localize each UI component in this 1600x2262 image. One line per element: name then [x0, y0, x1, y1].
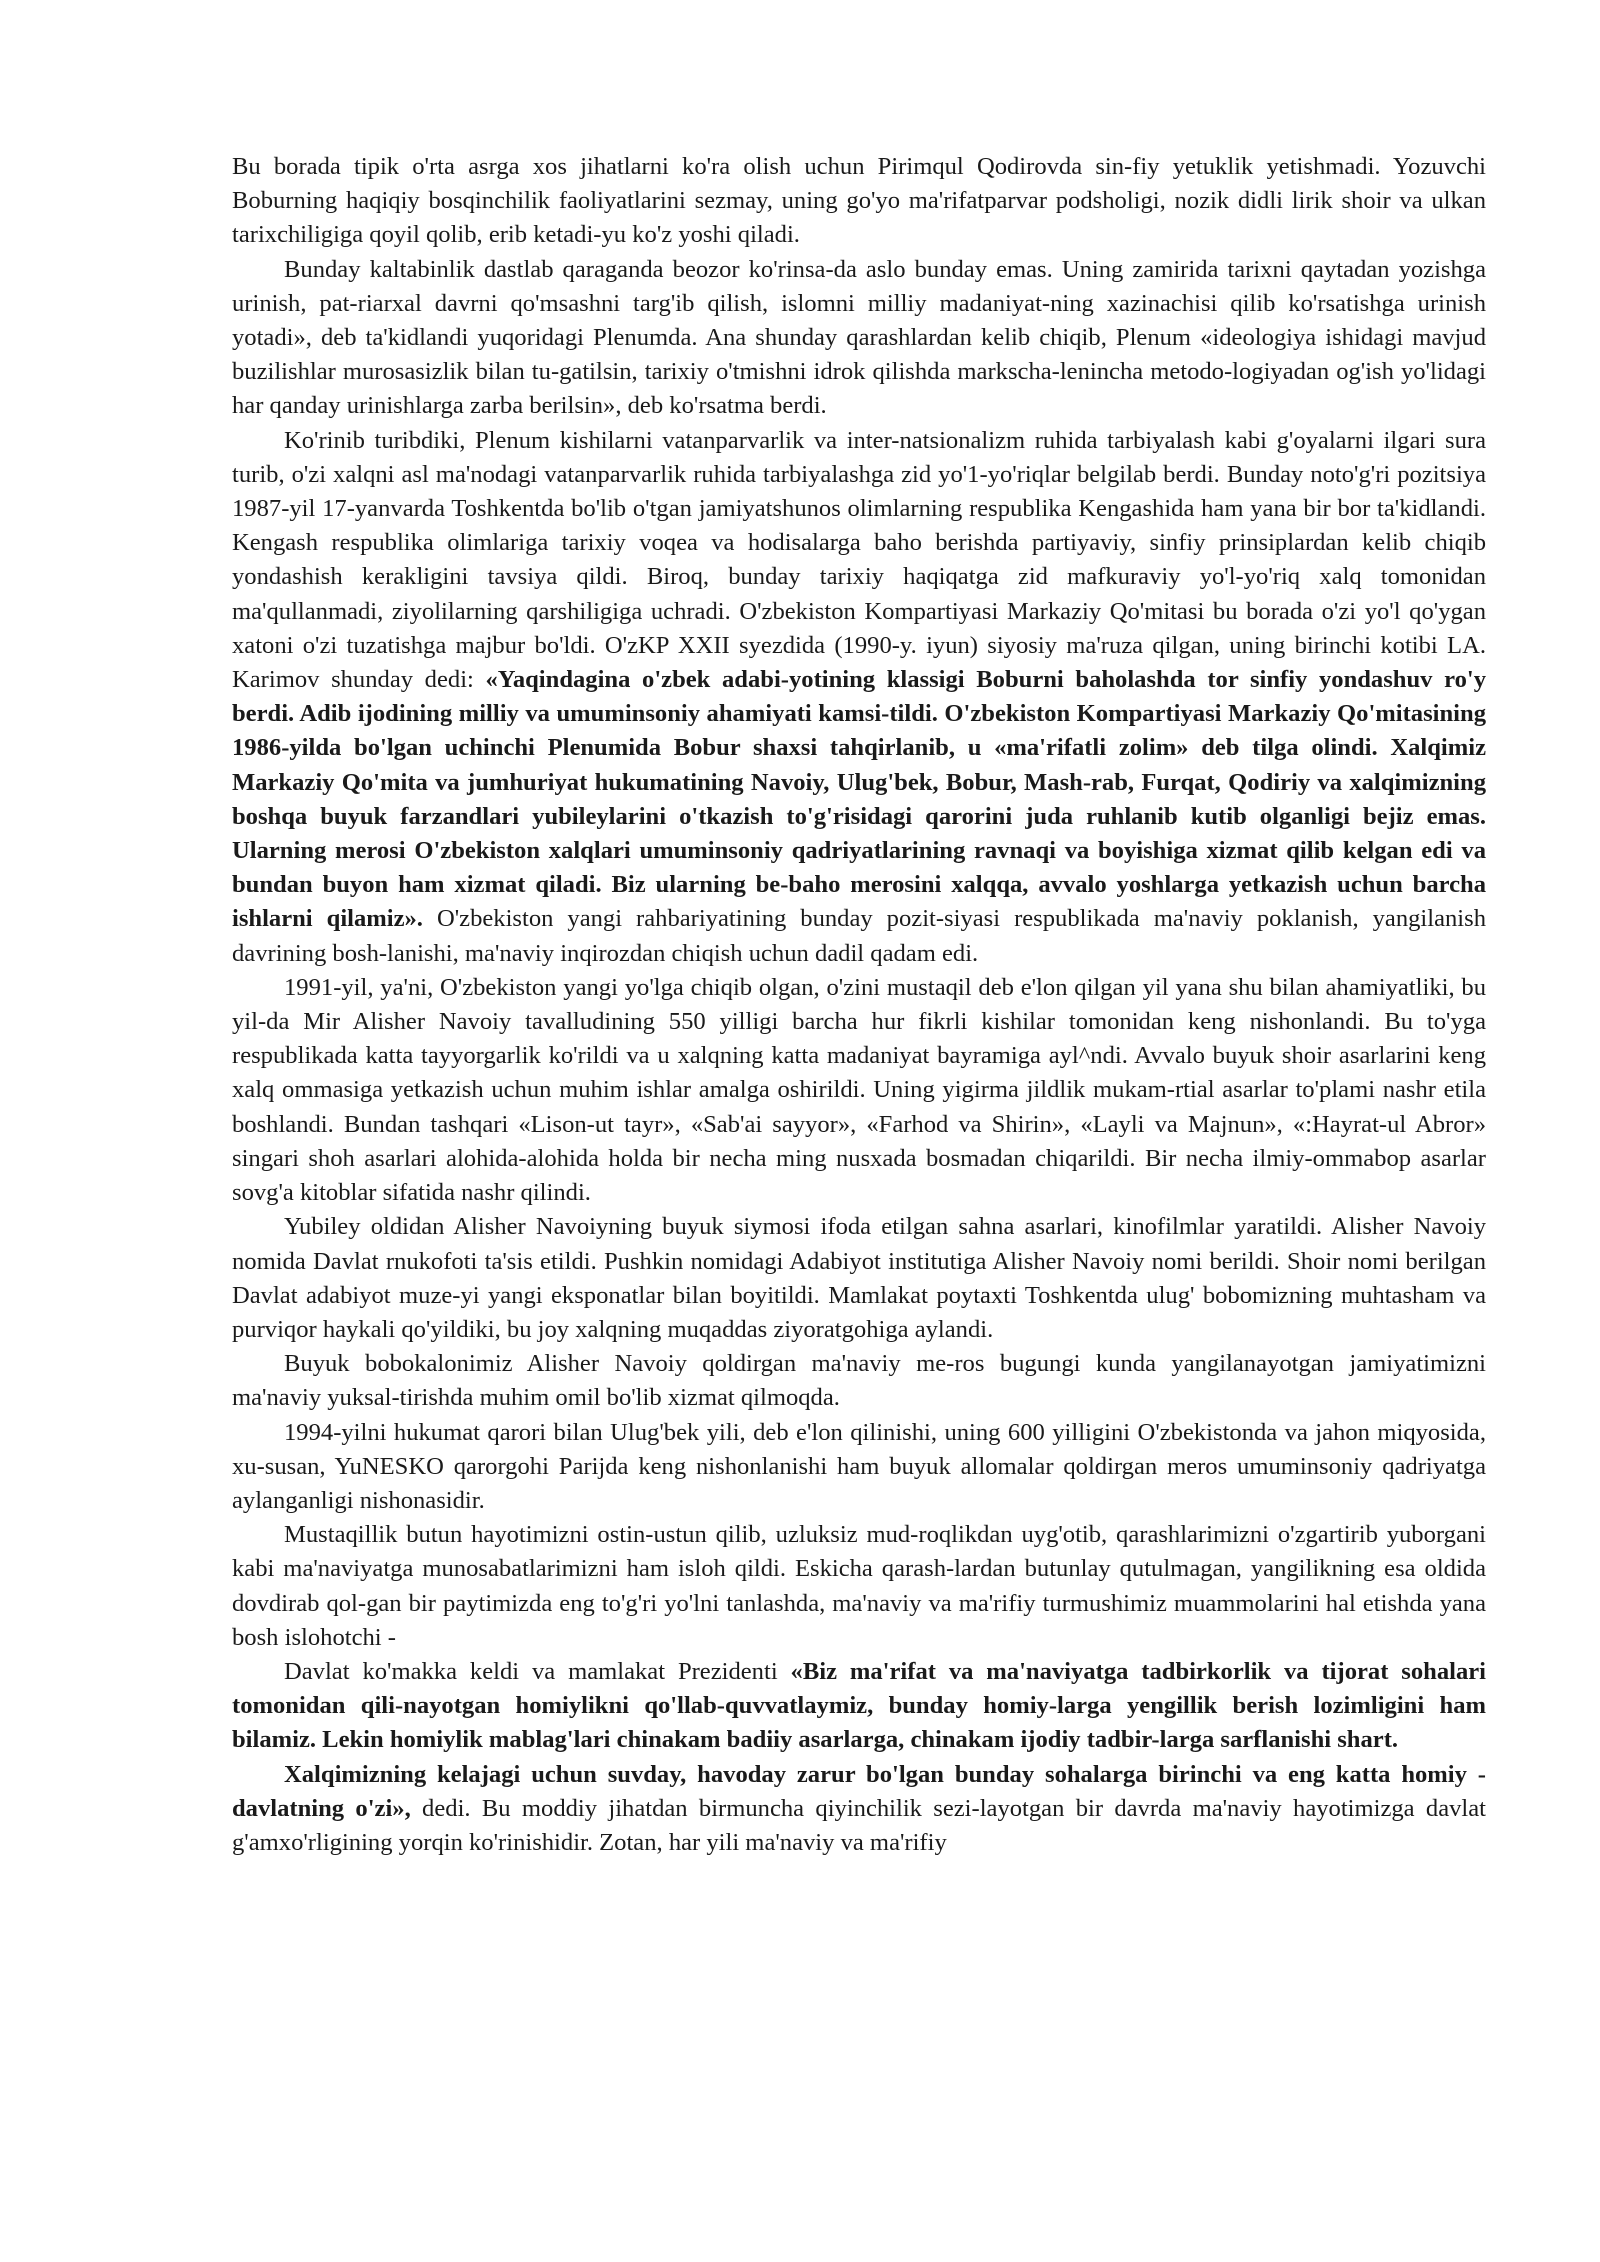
document-page	[232, 150, 1486, 1860]
paragraph-3	[232, 424, 1486, 971]
paragraph-10-quote: Xalqimizning kelajagi uchun suvday, havoday zarur bo'lgan bunday sohalarga birinchi va eng katta homiy - davlatning o'zi»,	[232, 1760, 1486, 1822]
paragraph-7-text: 1994-yilni hukumat qarori bilan Ulug'bek yili, deb e'lon qilinishi, uning 600 yilligini O'zbekistonda va jahon miqyosida, xu-susan, YuNESKO qarorgohi Parijda keng nishonlanishi ham buyuk allomalar qoldirgan meros umuminsoniy qadriyatga aylanganligi nishonasidir.	[232, 1418, 1486, 1514]
paragraph-2	[232, 253, 1486, 424]
paragraph-1	[232, 150, 1486, 253]
paragraph-9-quote: «Biz ma'rifat va ma'naviyatga tadbirkorlik va tijorat sohalari tomonidan qili-nayotgan homiylikni qo'llab-quvvatlaymiz, bunday homiy-larga yengillik berish lozimligini ham bilamiz. Lekin homiylik mablag'lari chinakam badiiy asarlarga, chinakam ijodiy tadbir-larga sarflanishi shart.	[232, 1657, 1487, 1754]
paragraph-3-quote: «Yaqindagina o'zbek adabi-yotining klassigi Boburni baholashda tor sinfiy yondashuv ro'y berdi. Adib ijodining milliy va umuminsoniy ahamiyati kamsi-tildi. O'zbekiston Kompartiyasi Markaziy Qo'mitasining 1986-yilda bo'lgan uchinchi Plenumida Bobur shaxsi tahqirlanib, u «ma'rifatli zolim» deb tilga olindi. Xalqimiz Markaziy Qo'mita va jumhuriyat hukumatining Navoiy, Ulug'bek, Bobur, Mash-rab, Furqat, Qodiriy va xalqimizning boshqa buyuk farzandlari yubileylarini o'tkazish to'g'risidagi qarorini juda ruhlanib kutib olganligi bejiz emas. Ularning merosi O'zbekiston xalqlari umuminsoniy qadriyatlarining ravnaqi va boyishiga xizmat qilib kelgan edi va bundan buyon ham xizmat qiladi. Biz ularning be-baho merosini xalqqa, avvalo yoshlarga yetkazish uchun barcha ishlarni qilamiz».	[232, 666, 1486, 933]
paragraph-9-text: Davlat ko'makka keldi va mamlakat Prezidenti	[284, 1657, 791, 1685]
paragraph-3-text-end: O'zbekiston yangi rahbariyatining bunday pozit-siyasi respublikada ma'naviy poklanish, yangilanish davrining bosh-lanishi, ma'naviy inqirozdan chiqish uchun dadil qadam edi.	[232, 905, 1487, 967]
paragraph-4-text: 1991-yil, ya'ni, O'zbekiston yangi yo'lga chiqib olgan, o'zini mustaqil deb e'lon qilgan yil yana shu bilan ahamiyatliki, bu yil-da Mir Alisher Navoiy tavalludining 550 yilligi barcha hur fikrli kishilar tomonidan keng nishonlandi. Bu to'yga respublikada katta tayyorgarlik ko'rildi va u xalqning katta madaniyat bayramiga ayl^ndi. Avvalo buyuk shoir asarlarini keng xalq ommasiga yetkazish uchun muhim ishlar amalga oshirildi. Uning yigirma jildlik mukam-rtial asarlar to'plami nashr etila boshlandi. Bundan tashqari «Lison-ut tayr», «Sab'ai sayyor», «Farhod va Shirin», «Layli va Majnun», «:Hayrat-ul Abror» singari shoh asarlari alohida-alohida holda bir necha ming nusxada bosmadan chiqarildi. Bir necha ilmiy-ommabop asarlar sovg'a kitoblar sifatida nashr qilindi.	[232, 973, 1486, 1207]
paragraph-10	[232, 1758, 1486, 1861]
paragraph-2-text: Bunday kaltabinlik dastlab qaraganda beozor ko'rinsa-da aslo bunday emas. Uning zamirida tarixni qaytadan yozishga urinish, pat-riarxal davrni qo'msashni targ'ib qilish, islomni milliy madaniyat-ning xazinachisi qilib ko'rsatishga urinish yotadi», deb ta'kidlandi yuqoridagi Plenumda. Ana shunday qarashlardan kelib chiqib, Plenum «ideologiya ishidagi mavjud buzilishlar murosasizlik bilan tu-gatilsin, tarixiy o'tmishni idrok qilishda markscha-lenincha metodo-logiyadan og'ish yo'lidagi har qanday urinishlarga zarba berilsin», deb ko'rsatma berdi.	[232, 255, 1486, 420]
paragraph-5	[232, 1210, 1486, 1347]
paragraph-9	[232, 1655, 1486, 1758]
paragraph-10-text: dedi. Bu moddiy jihatdan birmuncha qiyinchilik sezi-layotgan bir davrda ma'naviy hayotimizga davlat g'amxo'rligining yorqin ko'rinishidir. Zotan, har yili ma'naviy va ma'rifiy	[232, 1794, 1486, 1856]
paragraph-8-text: Mustaqillik butun hayotimizni ostin-ustun qilib, uzluksiz mud-roqlikdan uyg'otib, qarashlarimizni o'zgartirib yuborgani kabi ma'naviyatga munosabatlarimizni ham isloh qildi. Eskicha qarash-lardan butunlay qutulmagan, yangilikning esa oldida dovdirab qol-gan bir paytimizda eng to'g'ri yo'lni tanlashda, ma'naviy va ma'rifiy turmushimiz muammolarini hal etishda yana bosh islohotchi -	[232, 1521, 1486, 1651]
paragraph-6-text: Buyuk bobokalonimiz Alisher Navoiy qoldirgan ma'naviy me-ros bugungi kunda yangilanayotgan jamiyatimizni ma'naviy yuksal-tirishda muhim omil bo'lib xizmat qilmoqda.	[232, 1350, 1486, 1412]
paragraph-4	[232, 971, 1486, 1210]
paragraph-3-text: Ko'rinib turibdiki, Plenum kishilarni vatanparvarlik va inter-natsionalizm ruhida tarbiyalash kabi g'oyalarni ilgari sura turib, o'zi xalqni asl ma'nodagi vatanparvarlik ruhida tarbiyalashga zid yo'1-yo'riqlar belgilab berdi. Bunday noto'g'ri pozitsiya 1987-yil 17-yanvarda Toshkentda bo'lib o'tgan jamiyatshunos olimlarning respublika Kengashida ham yana bir bor ta'kidlandi. Kengash respublika olimlariga tarixiy voqea va hodisalarga baho berishda partiyaviy, sinfiy prinsiplardan kelib chiqib yondashish kerakligini tavsiya qildi. Biroq, bunday tarixiy haqiqatga zid mafkuraviy yo'l-yo'riq xalq tomonidan ma'qullanmadi, ziyolilarning qarshiligiga uchradi. O'zbekiston Kompartiyasi Markaziy Qo'mitasi bu borada o'zi yo'l qo'ygan xatoni o'zi tuzatishga majbur bo'ldi. O'zKP XXII syezdida (1990-y. iyun) siyosiy ma'ruza qilgan, uning birinchi kotibi LA. Karimov shunday dedi:	[232, 426, 1486, 694]
paragraph-6	[232, 1347, 1486, 1415]
paragraph-5-text: Yubiley oldidan Alisher Navoiyning buyuk siymosi ifoda etilgan sahna asarlari, kinofilmlar yaratildi. Alisher Navoiy nomida Davlat rnukofoti ta'sis etildi. Pushkin nomidagi Adabiyot institutiga Alisher Navoiy nomi berildi. Shoir nomi berilgan Davlat adabiyot muze-yi yangi eksponatlar bilan boyitildi. Mamlakat poytaxti Toshkentda ulug' bobomizning muhtasham va purviqor haykali qo'yildiki, bu joy xalqning muqaddas ziyoratgohiga aylandi.	[232, 1213, 1486, 1343]
paragraph-8	[232, 1518, 1486, 1655]
paragraph-7	[232, 1416, 1486, 1519]
paragraph-1-text: Bu borada tipik o'rta asrga xos jihatlarni ko'ra olish uchun Pirimqul Qodirovda sin-fiy yetuklik yetishmadi. Yozuvchi Boburning haqiqiy bosqinchilik faoliyatlarini sezmay, uning go'yo ma'rifatparvar podsholigi, nozik didli lirik shoir va ulkan tarixchiligiga qoyil qolib, erib ketadi-yu ko'z yoshi qiladi.	[232, 153, 1486, 249]
